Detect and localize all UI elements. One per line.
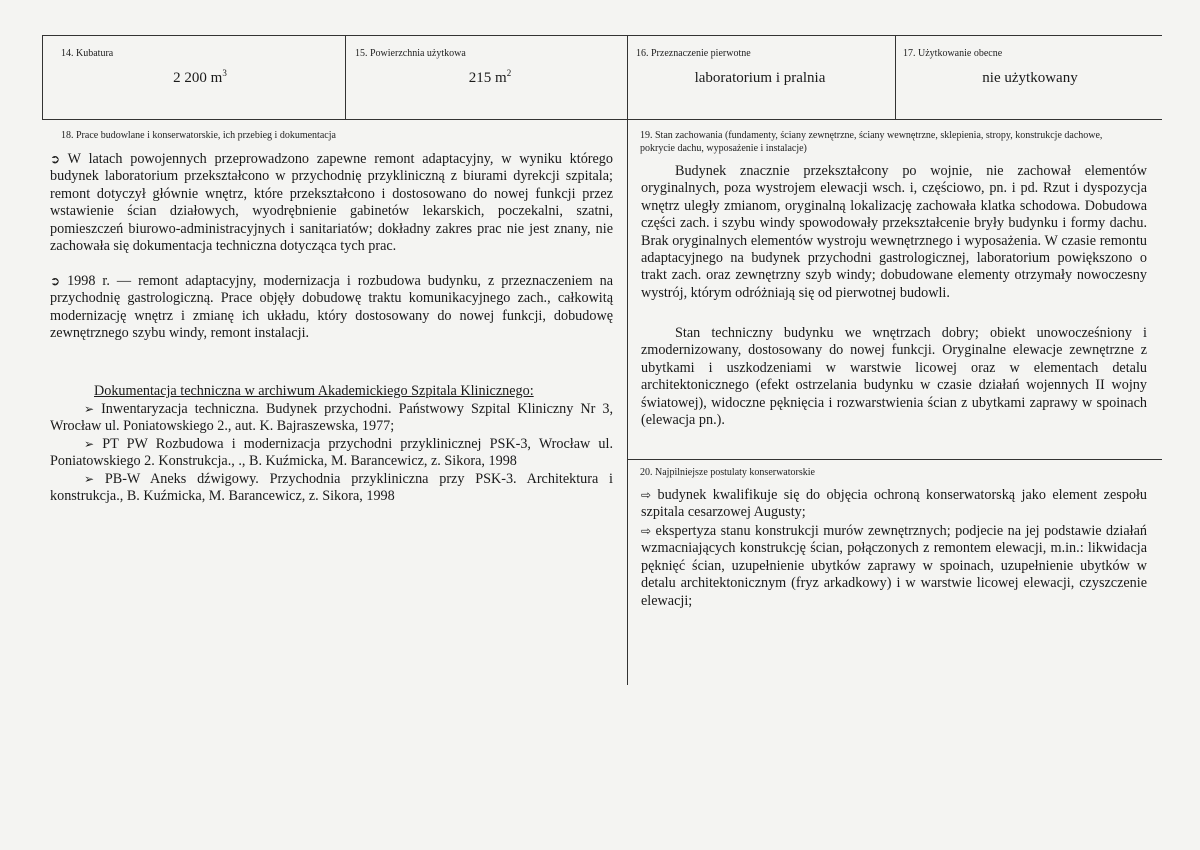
section-19-20-rule — [627, 459, 1162, 460]
documentation-item-3 — [50, 471, 613, 506]
section-18-label: 18. Prace budowlane i konserwatorskie, ich przebieg i dokumentacja — [61, 130, 336, 141]
field-15-sup: 2 — [506, 68, 512, 78]
section-19-paragraph-1: Budynek znacznie przekształcony po wojnie, nie zachował elementów oryginalnych, poza wystrojem elewacji wsch. i, częściowo, pn. i pd. Rzut i dyspozycja wnętrz uległy zmianom, oryginalną lokalizację zachowała klatka schodowa. Dobudowa części zach. i szybu windy spowodowały przekształcenie bryły budynku i formy dachu. Brak oryginalnych elementów wystroju wewnętrznego i wyposażenia. W czasie remontu adaptacyjnego na budynek przychodni gastrologicznej, laboratorium powiększono o trakt zach. oraz zewnętrzny szyb windy; dobudowane elementy otrzymały nowoczesny wystrój, którym odróżniają się od pierwotnej budowli. — [641, 163, 1147, 301]
circle-arrow-icon: ➲ — [50, 274, 61, 288]
circle-arrow-icon: ➲ — [50, 152, 61, 166]
section-18-bullet-1 — [50, 151, 613, 255]
field-15-label: 15. Powierzchnia użytkowa — [355, 48, 466, 59]
documentation-item-1 — [50, 401, 613, 436]
section-18-bullet-1-text: W latach powojennych przeprowadzono zapewne remont adaptacyjny, w wyniku którego budynek laboratorium przekształcono w przychodnię przykliniczną z biurami dyrekcji szpitala; remont dotyczył głównie wnętrz, które przekształcono i dostosowano do nowej funkcji przez wstawienie ścian działowych, wyodrębnienie gabinetów lekarskich, poczekalni, szatni, pomieszczeń biurowo-administracyjnych i sanitariatów; dokładny zakres prac nie jest znany, nie zachowała się dokumentacja techniczna dotycząca tych prac. — [50, 151, 613, 255]
section-20-item-1 — [641, 487, 1147, 522]
section-20-item-2 — [641, 523, 1147, 610]
field-15-text: 215 m — [468, 70, 507, 86]
field-14-text: 2 200 m — [173, 70, 223, 86]
arrowhead-icon: ➢ — [84, 472, 95, 486]
arrowhead-icon: ➢ — [84, 437, 95, 451]
field-15-value — [410, 70, 570, 87]
field-14-sup: 3 — [222, 68, 227, 78]
field-17-value: nie użytkowany — [982, 70, 1078, 86]
section-20-item-1-text: budynek kwalifikuje się do objęcia ochroną konserwatorską jako element zespołu szpitala cesarzowej Augusty; — [641, 487, 1147, 521]
header-bottom-rule — [42, 119, 1162, 120]
divider-14-15 — [345, 35, 346, 119]
section-18-bullet-2 — [50, 273, 613, 343]
divider-16-17 — [895, 35, 896, 119]
field-14-label: 14. Kubatura — [61, 48, 114, 59]
left-border — [42, 35, 43, 119]
section-19-label: 19. Stan zachowania (fundamenty, ściany zewnętrzne, ściany wewnętrzne, sklepienia, stropy, konstrukcje dachowe, pokrycie dachu, wyposażenie i instalacje) — [640, 130, 1103, 154]
documentation-item-3-text: PB-W Aneks dźwigowy. Przychodnia przykliniczna przy PSK-3. Architektura i konstrukcja., B. Kuźmicka, M. Barancewicz, z. Sikora, 1998 — [50, 471, 613, 505]
documentation-item-2-text: PT PW Rozbudowa i modernizacja przychodni przyklinicznej PSK-3, Wrocław ul. Poniatowskiego 2. Konstrukcja., ., B. Kuźmicka, M. Barancewicz, z. Sikora, 1998 — [50, 436, 614, 470]
top-rule — [42, 35, 1162, 36]
open-arrow-icon: ⇨ — [641, 524, 652, 538]
open-arrow-icon: ⇨ — [641, 488, 652, 502]
section-20-item-2-text: ekspertyza stanu konstrukcji murów zewnętrznych; podjecie na jej podstawie działań wzmacniających konstrukcję ścian, połączonych z remontem elewacji, m.in.: likwidacja pęknięć ścian, uzupełnienie ubytków zaprawy w spoinach, uzupełnienie ubytków w detalu architektonicznym (fryz arkadkowy) i w warstwie licowej elewacji, czyszczenie elewacji; — [641, 523, 1148, 609]
documentation-item-2 — [50, 436, 613, 471]
arrowhead-icon: ➢ — [84, 402, 95, 416]
documentation-item-1-text: Inwentaryzacja techniczna. Budynek przychodni. Państwowy Szpital Kliniczny Nr 3, Wrocław ul. Poniatowskiego 2., aut. K. Bajraszewska, 1977; — [50, 401, 613, 435]
field-16-label: 16. Przeznaczenie pierwotne — [636, 48, 751, 59]
section-19-paragraph-2: Stan techniczny budynku we wnętrzach dobry; obiekt unowocześniony i zmodernizowany, dostosowany do nowej funkcji. Oryginalne elewacje zewnętrzne z ubytkami i uszkodzeniami w warstwie licowej oraz w elementach detalu architektonicznego (efekt ostrzelania budynku w czasie działań wojennych II wojny światowej), widoczne pęknięcia i rozwarstwienia ścian z ubytkami zaprawy w spoinach (elewacja pn.). — [641, 325, 1147, 429]
field-17-label: 17. Użytkowanie obecne — [903, 48, 1003, 59]
field-14-value — [120, 70, 280, 87]
divider-15-16 — [627, 35, 628, 685]
field-16-value: laboratorium i pralnia — [694, 70, 826, 86]
section-20-label: 20. Najpilniejsze postulaty konserwatorskie — [640, 467, 815, 478]
section-18-bullet-2-text: 1998 r. — remont adaptacyjny, modernizacja i rozbudowa budynku, z przeznaczeniem na przychodnię gastrologiczną. Prace objęły dobudowę traktu komunikacyjnego zach., całkowitą modernizację wnętrz i zmianę ich układu, który dostosowany do nowej funkcji, dobudowę zewnętrznego szybu windy, remont instalacji. — [50, 273, 614, 342]
documentation-heading: Dokumentacja techniczna w archiwum Akademickiego Szpitala Klinicznego: — [94, 383, 534, 399]
